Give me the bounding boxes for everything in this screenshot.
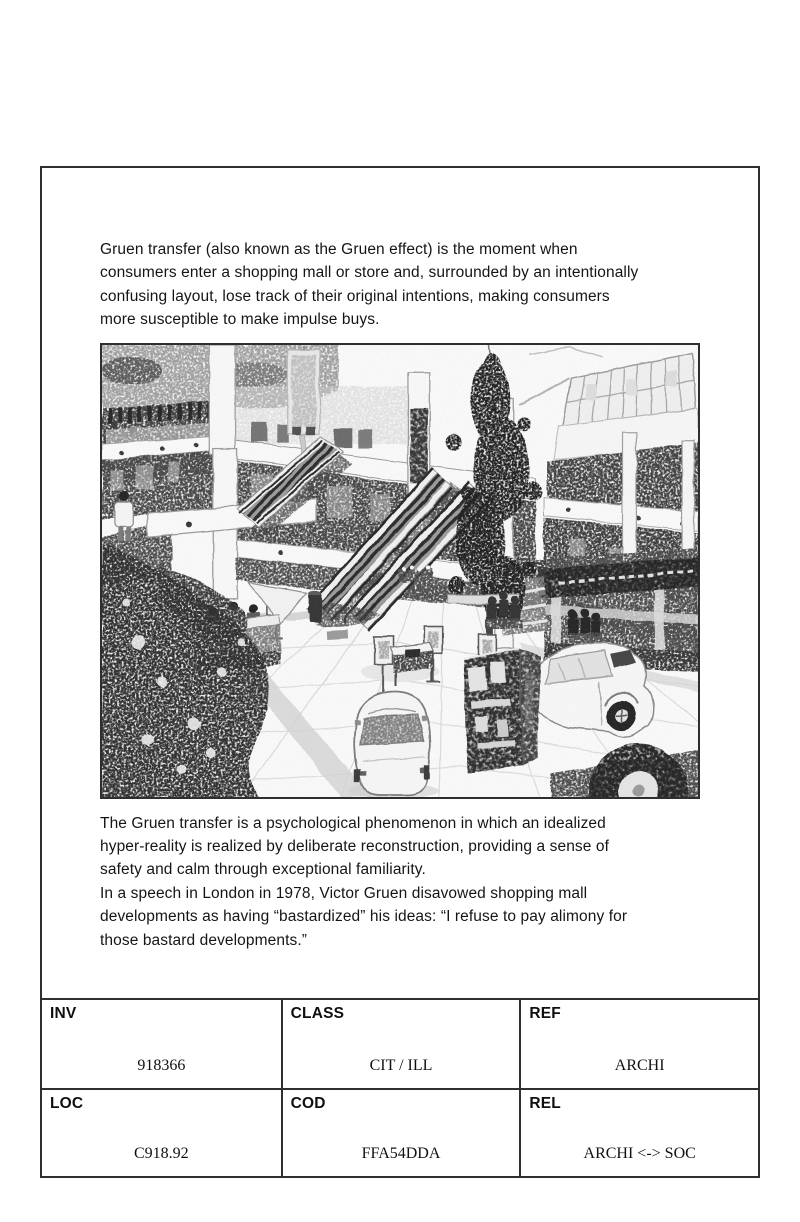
description-paragraph	[100, 812, 700, 952]
description-line: safety and calm through exceptional familiarity.	[100, 861, 426, 879]
intro-line: more susceptible to make impulse buys.	[100, 311, 380, 329]
intro-line: consumers enter a shopping mall or store and, surrounded by an intentionally	[100, 264, 639, 282]
intro-line: confusing layout, lose track of their original intentions, making consumers	[100, 287, 610, 305]
cell-rel	[519, 1088, 758, 1176]
cell-ref-value: ARCHI	[614, 1057, 665, 1074]
cell-class-label: CLASS	[290, 1005, 345, 1022]
index-card	[40, 166, 760, 1178]
mall-sketch-image	[102, 345, 698, 797]
cell-rel-value: ARCHI <-> SOC	[583, 1145, 696, 1162]
cell-loc-label: LOC	[50, 1095, 84, 1112]
sketch-root	[102, 345, 698, 797]
cell-inv-value: 918366	[137, 1057, 186, 1074]
mall-sketch-figure	[100, 343, 700, 799]
cell-class-value: CIT / ILL	[369, 1057, 433, 1074]
cell-loc	[42, 1088, 281, 1176]
card-body	[42, 168, 758, 998]
intro-line: Gruen transfer (also known as the Gruen effect) is the moment when	[100, 241, 578, 258]
cell-rel-label: REL	[529, 1095, 561, 1112]
cell-loc-value: C918.92	[133, 1145, 189, 1162]
description-line: In a speech in London in 1978, Victor Gruen disavowed shopping mall	[100, 884, 588, 902]
cell-inv-label: INV	[50, 1005, 77, 1022]
cell-class	[281, 1000, 520, 1088]
cell-cod-value: FFA54DDA	[361, 1145, 441, 1162]
intro-paragraph	[100, 238, 700, 332]
cell-ref	[519, 1000, 758, 1088]
description-line: those bastard developments.”	[100, 931, 308, 949]
cell-inv	[42, 1000, 281, 1088]
description-line: hyper-reality is realized by deliberate reconstruction, providing a sense of	[100, 838, 610, 856]
description-line: The Gruen transfer is a psychological phenomenon in which an idealized	[100, 814, 606, 832]
paper-grain	[102, 345, 698, 797]
cell-ref-label: REF	[529, 1005, 561, 1022]
catalog-table	[42, 998, 758, 1176]
cell-cod	[281, 1088, 520, 1176]
description-line: developments as having “bastardized” his ideas: “I refuse to pay alimony for	[100, 908, 628, 926]
cell-cod-label: COD	[290, 1095, 326, 1112]
